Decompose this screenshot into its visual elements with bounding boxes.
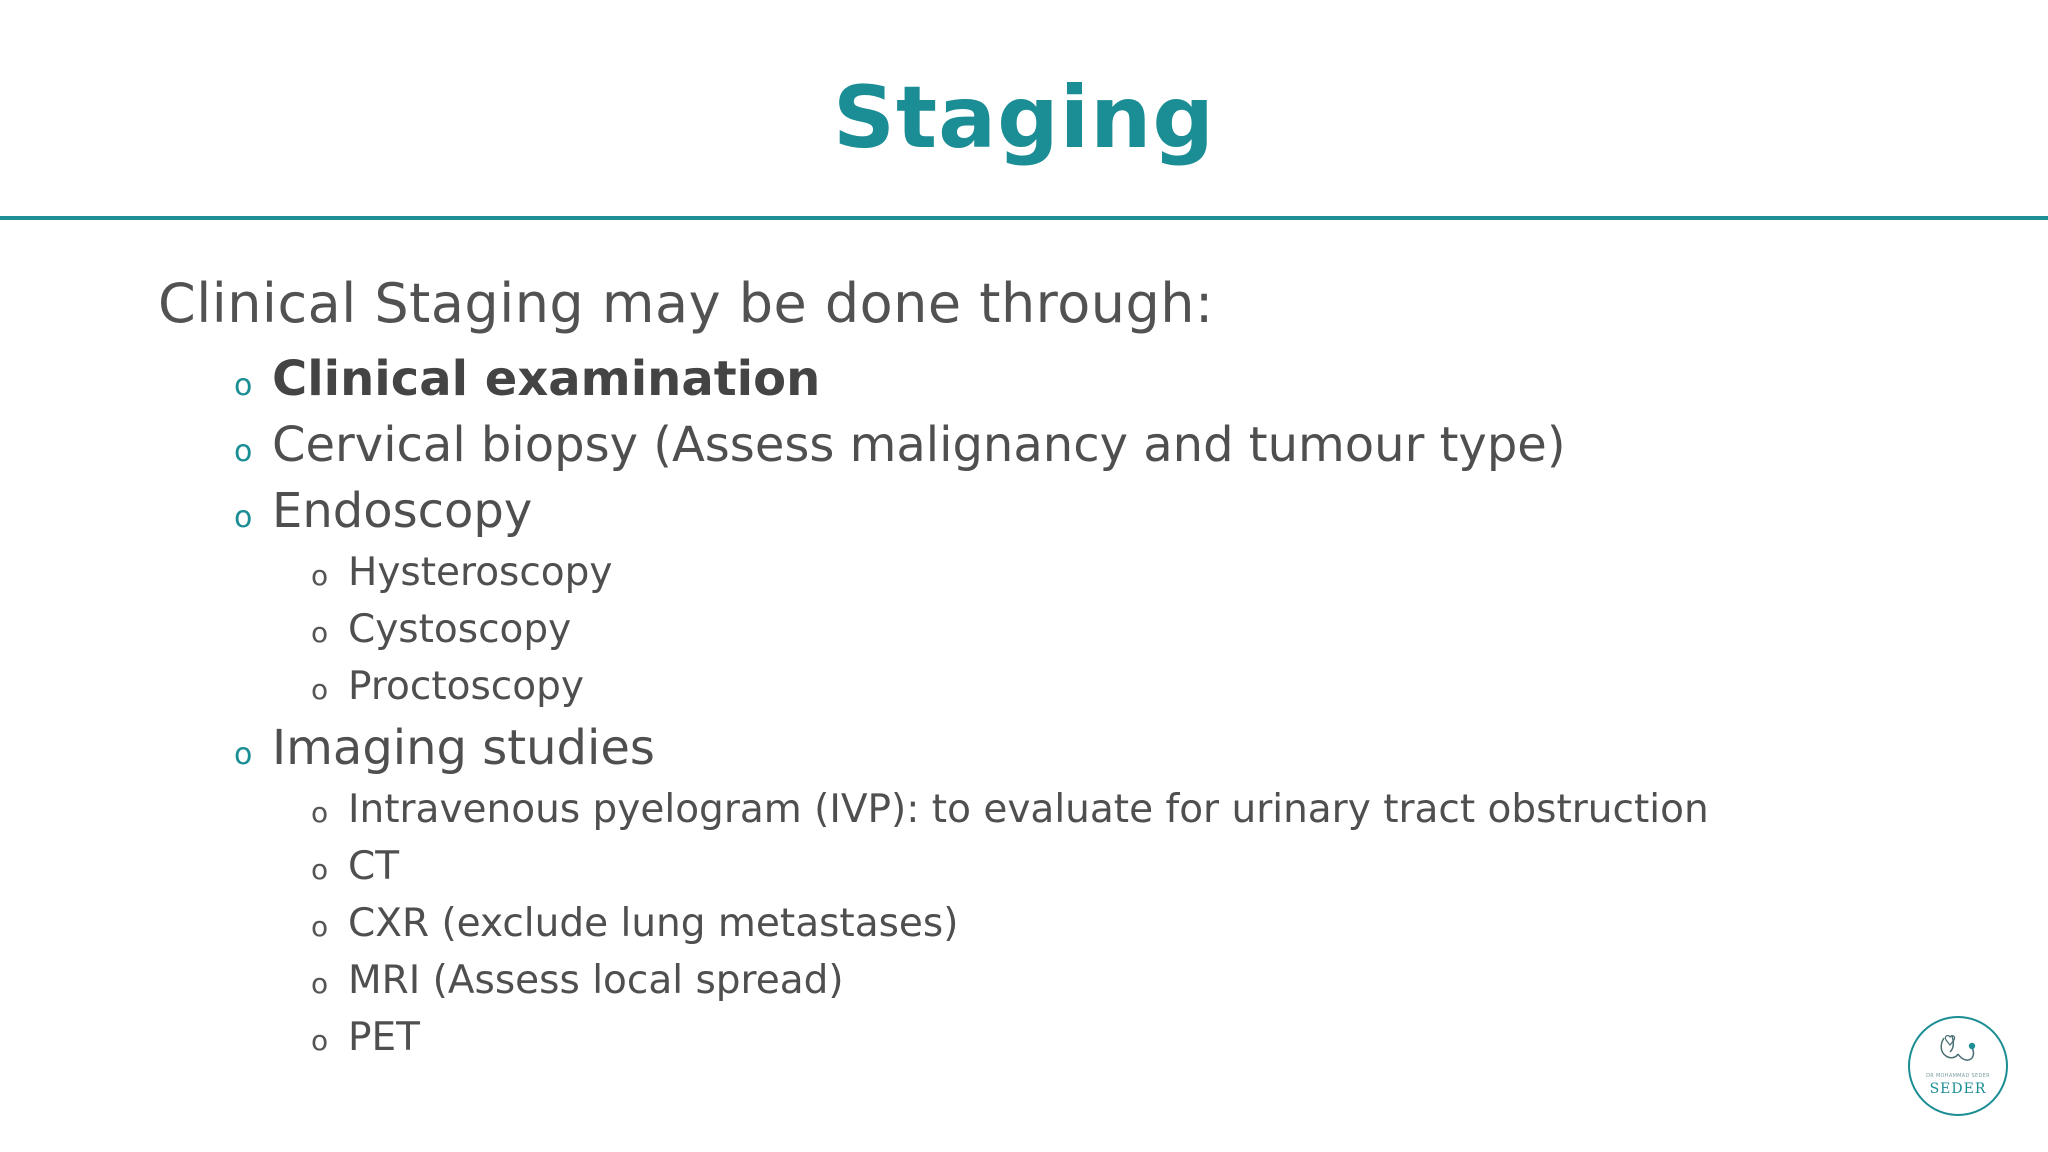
- bullet-icon: o: [311, 910, 329, 943]
- bullet-icon: o: [311, 1024, 329, 1057]
- sub-item-label: CT: [348, 844, 400, 889]
- list-item-label: Endoscopy: [272, 483, 533, 539]
- sub-item-cystoscopy: [158, 601, 2018, 658]
- sub-item-proctoscopy: [158, 658, 2018, 715]
- bullet-icon: o: [234, 500, 253, 535]
- list-item-cervical-biopsy: [158, 412, 2018, 478]
- list-item-label: Clinical examination: [272, 351, 821, 407]
- logo-small-text: DR MOHAMMAD SEDER: [1926, 1073, 1990, 1079]
- list-item-endoscopy: [158, 478, 2018, 715]
- bullet-icon: o: [311, 967, 329, 1000]
- sub-item-hysteroscopy: [158, 544, 2018, 601]
- sub-item-cxr: [158, 895, 2018, 952]
- bullet-icon: o: [311, 559, 329, 592]
- slide-content: [158, 262, 2018, 1066]
- sub-item-ct: [158, 838, 2018, 895]
- sub-item-label: PET: [348, 1015, 420, 1060]
- list-item-imaging-studies: [158, 715, 2018, 1066]
- sub-item-label: Cystoscopy: [348, 607, 572, 652]
- bullet-icon: o: [311, 796, 329, 829]
- sub-item-label: CXR (exclude lung metastases): [348, 901, 959, 946]
- sub-item-label: Proctoscopy: [348, 664, 584, 709]
- list-item-label: Imaging studies: [272, 720, 655, 776]
- logo-main-text: SEDER: [1929, 1081, 1987, 1097]
- bullet-icon: o: [311, 853, 329, 886]
- list-item-label: Cervical biopsy (Assess malignancy and tumour type): [272, 417, 1566, 473]
- stethoscope-heart-icon: [1910, 1018, 2006, 1114]
- sub-item-label: Hysteroscopy: [348, 550, 613, 595]
- sub-item-label: MRI (Assess local spread): [348, 958, 844, 1003]
- intro-text: Clinical Staging may be done through:: [158, 272, 1214, 335]
- slide-title: Staging: [833, 68, 1215, 168]
- sub-item-label: Intravenous pyelogram (IVP): to evaluate for urinary tract obstruction: [348, 787, 1709, 832]
- sub-item-pet: [158, 1009, 2018, 1066]
- bullet-icon: o: [311, 616, 329, 649]
- bullet-list: [158, 346, 2018, 1066]
- bullet-icon: o: [311, 673, 329, 706]
- sub-item-ivp: [158, 781, 2018, 838]
- sub-item-mri: [158, 952, 2018, 1009]
- bullet-icon: o: [234, 737, 253, 772]
- sub-list: [272, 781, 2018, 1066]
- title-divider: [0, 216, 2048, 220]
- bullet-icon: o: [234, 368, 253, 403]
- list-item-clinical-examination: [158, 346, 2018, 412]
- bullet-icon: o: [234, 434, 253, 469]
- sub-list: [272, 544, 2018, 715]
- logo-badge: [1908, 1016, 2008, 1116]
